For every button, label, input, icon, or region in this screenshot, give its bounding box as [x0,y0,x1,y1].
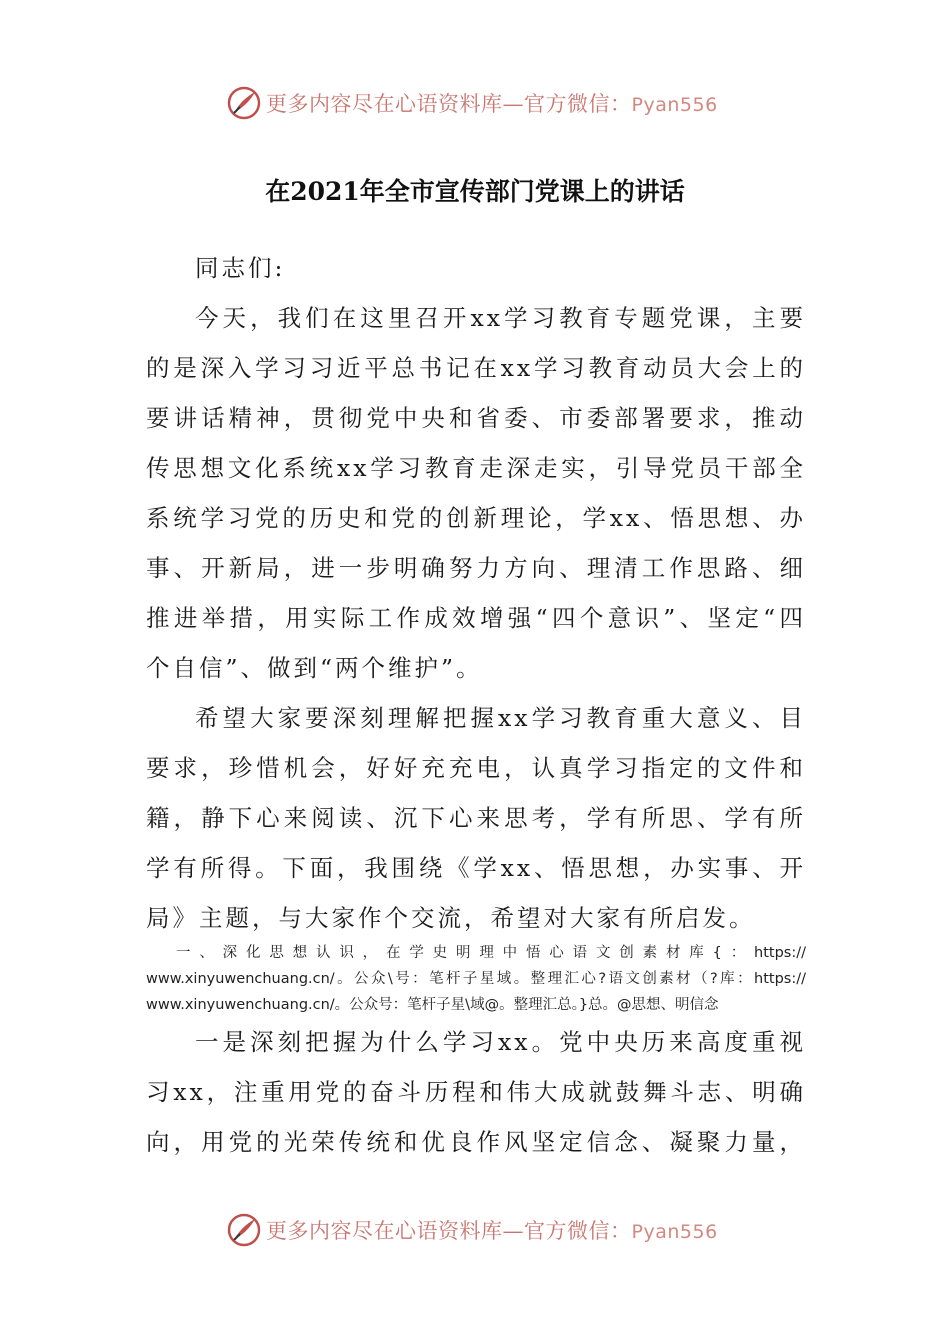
quill-logo-icon [226,1212,262,1248]
banner-text: 更多内容尽在心语资料库—官方微信：Pyan556 [266,1219,718,1243]
paragraph-line: 要求，珍惜机会，好好充充电，认真学习指定的文件和 [146,754,806,782]
salutation: 同志们: [195,254,286,282]
footer-watermark-banner [226,1210,746,1250]
note-line: 一、深化思想认识，在学史明理中悟心语文创素材库{：https:// [176,945,806,961]
paragraph-line: 向，用党的光荣传统和优良作风坚定信念、凝聚力量， [146,1128,806,1156]
paragraph-line: 的是深入学习习近平总书记在xx学习教育动员大会上的 [146,354,806,382]
paragraph-line: 传思想文化系统xx学习教育走深走实，引导党员干部全 [146,454,806,482]
paragraph-3 [146,1017,806,1167]
section-heading-note [146,940,806,1018]
body-upper [146,243,806,943]
quill-logo-icon [226,85,262,121]
paragraph-line: 希望大家要深刻理解把握xx学习教育重大意义、目 [195,704,806,732]
paragraph-line: 籍，静下心来阅读、沉下心来思考，学有所思、学有所 [146,804,806,832]
wechat-id: Pyan556 [631,1221,718,1243]
note-line: www.xinyuwenchuang.cn/。公众号：笔杆子星\域@。整理汇总。}总。@思想、明信念 [146,997,719,1013]
paragraph-line: 学有所得。下面，我围绕《学xx、悟思想，办实事、开 [146,854,806,882]
paragraph-line: 系统学习党的历史和党的创新理论，学xx、悟思想、办 [146,504,806,532]
paragraph-line: 要讲话精神，贯彻党中央和省委、市委部署要求，推动 [146,404,806,432]
paragraph-line: 局》主题，与大家作个交流，希望对大家有所启发。 [146,904,756,932]
paragraph-2 [146,693,806,943]
wechat-id: Pyan556 [631,94,718,116]
paragraph-line: 推进举措，用实际工作成效增强“四个意识”、坚定“四 [146,604,806,632]
paragraph-1 [146,293,806,693]
note-line: www.xinyuwenchuang.cn/。公众\号：笔杆子星域。整理汇心?语文创素材（?库：https:// [146,971,806,987]
banner-text: 更多内容尽在心语资料库—官方微信：Pyan556 [266,92,718,116]
paragraph-line: 个自信”、做到“两个维护”。 [146,654,483,682]
paragraph-line: 习xx，注重用党的奋斗历程和伟大成就鼓舞斗志、明确 [146,1078,806,1106]
body-lower [146,1017,806,1167]
header-watermark-banner [226,83,746,123]
paragraph-line: 今天，我们在这里召开xx学习教育专题党课，主要 [195,304,806,332]
paragraph-line: 一是深刻把握为什么学习xx。党中央历来高度重视 [195,1028,806,1056]
document-title: 在2021年全市宣传部门党课上的讲话 [265,177,685,206]
paragraph-line: 事、开新局，进一步明确努力方向、理清工作思路、细 [146,554,806,582]
